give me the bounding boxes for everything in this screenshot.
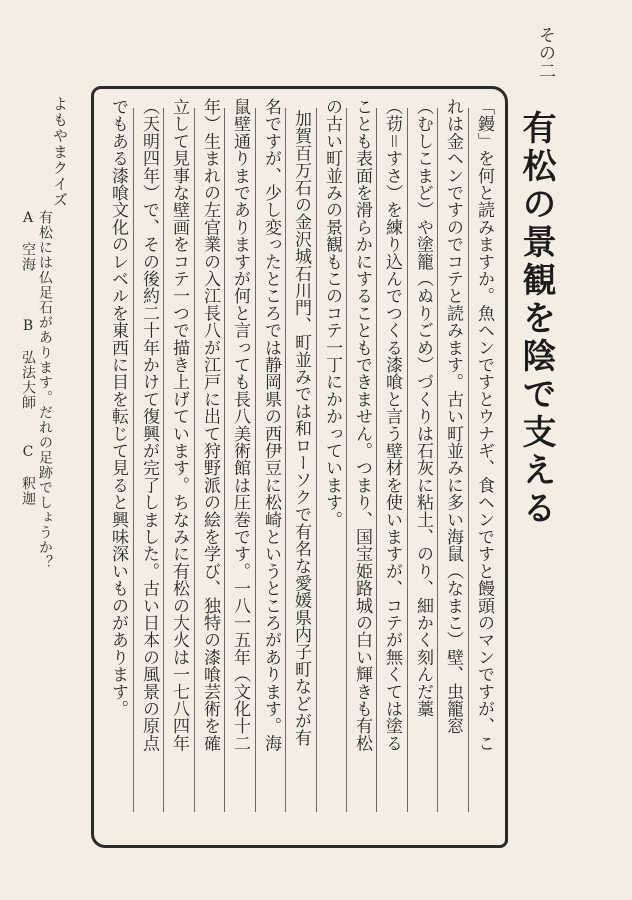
quiz-question: 有松には仏足石があります。だれの足跡でしょうか？ xyxy=(37,210,53,570)
article-column: 加賀百万石の金沢城石川門、町並みでは和ローソクで有名な愛媛県内子町などが有 xyxy=(291,110,311,747)
article-column: 年）生まれの左官業の入江長八が江戸に出て狩野派の絵を学び、独特の漆喰芸術を確 xyxy=(200,98,220,752)
column-rule xyxy=(224,108,225,812)
column-rule xyxy=(468,108,469,812)
article-column: （天明四年）で、その後約二十年かけて復興が完了しました。古い日本の風景の原点 xyxy=(139,98,159,752)
column-rule xyxy=(163,108,164,812)
column-rule xyxy=(316,108,317,812)
article-column: ことも表面を滑らかにすることもできません。つまり、国宝姫路城の白い輝きも有松 xyxy=(352,98,372,752)
quiz-option-c: C 釈迦 xyxy=(20,444,36,506)
article-column: れは金ヘンですのでコテと読みます。古い町並みに多い海鼠（なまこ）壁、虫籠窓 xyxy=(443,98,463,735)
article-column: （むしこまど）や塗籠（ぬりごめ）づくりは石灰に粘土、のり、細かく刻んだ藁 xyxy=(413,98,433,718)
article-column: 鼠壁通りまでありますが何と言っても長八美術館は圧巻です。一八一五年（文化十二 xyxy=(230,98,250,752)
article-column: （苆＝すさ）を練り込んでつくる漆喰と言う壁材を使いますが、コテが無くては塗る xyxy=(382,98,402,752)
article-column: 立して見事な壁画をコテ一つで描き上げています。ちなみに有松の大火は一七八四年 xyxy=(169,98,189,752)
column-rule xyxy=(133,108,134,812)
article-column: 「鏝」を何と読みますか。魚ヘンですとウナギ、食ヘンですと饅頭のマンですが、こ xyxy=(474,98,494,752)
column-rule xyxy=(194,108,195,812)
column-rule xyxy=(437,108,438,812)
quiz-option-a: A 空海 xyxy=(20,210,36,272)
column-rule xyxy=(285,108,286,812)
column-rule xyxy=(255,108,256,812)
column-rule xyxy=(346,108,347,812)
quiz-option-b: B 弘法大師 xyxy=(20,318,36,410)
series-label: その二 xyxy=(535,26,555,80)
quiz-heading: よもやまクイズ xyxy=(51,96,69,208)
article-column: の古い町並みの景観もこのコテ一丁にかかっています。 xyxy=(322,98,342,528)
column-rule xyxy=(376,108,377,812)
column-rule xyxy=(407,108,408,812)
article-column: 名ですが、少し変ったところでは静岡県の西伊豆に松崎というところがあります。海 xyxy=(261,98,281,752)
article-title: 有松の景観を陰で支える xyxy=(516,110,556,528)
article-column: でもある漆喰文化のレベルを東西に目を転じて見ると興味深いものがあります。 xyxy=(108,98,128,718)
